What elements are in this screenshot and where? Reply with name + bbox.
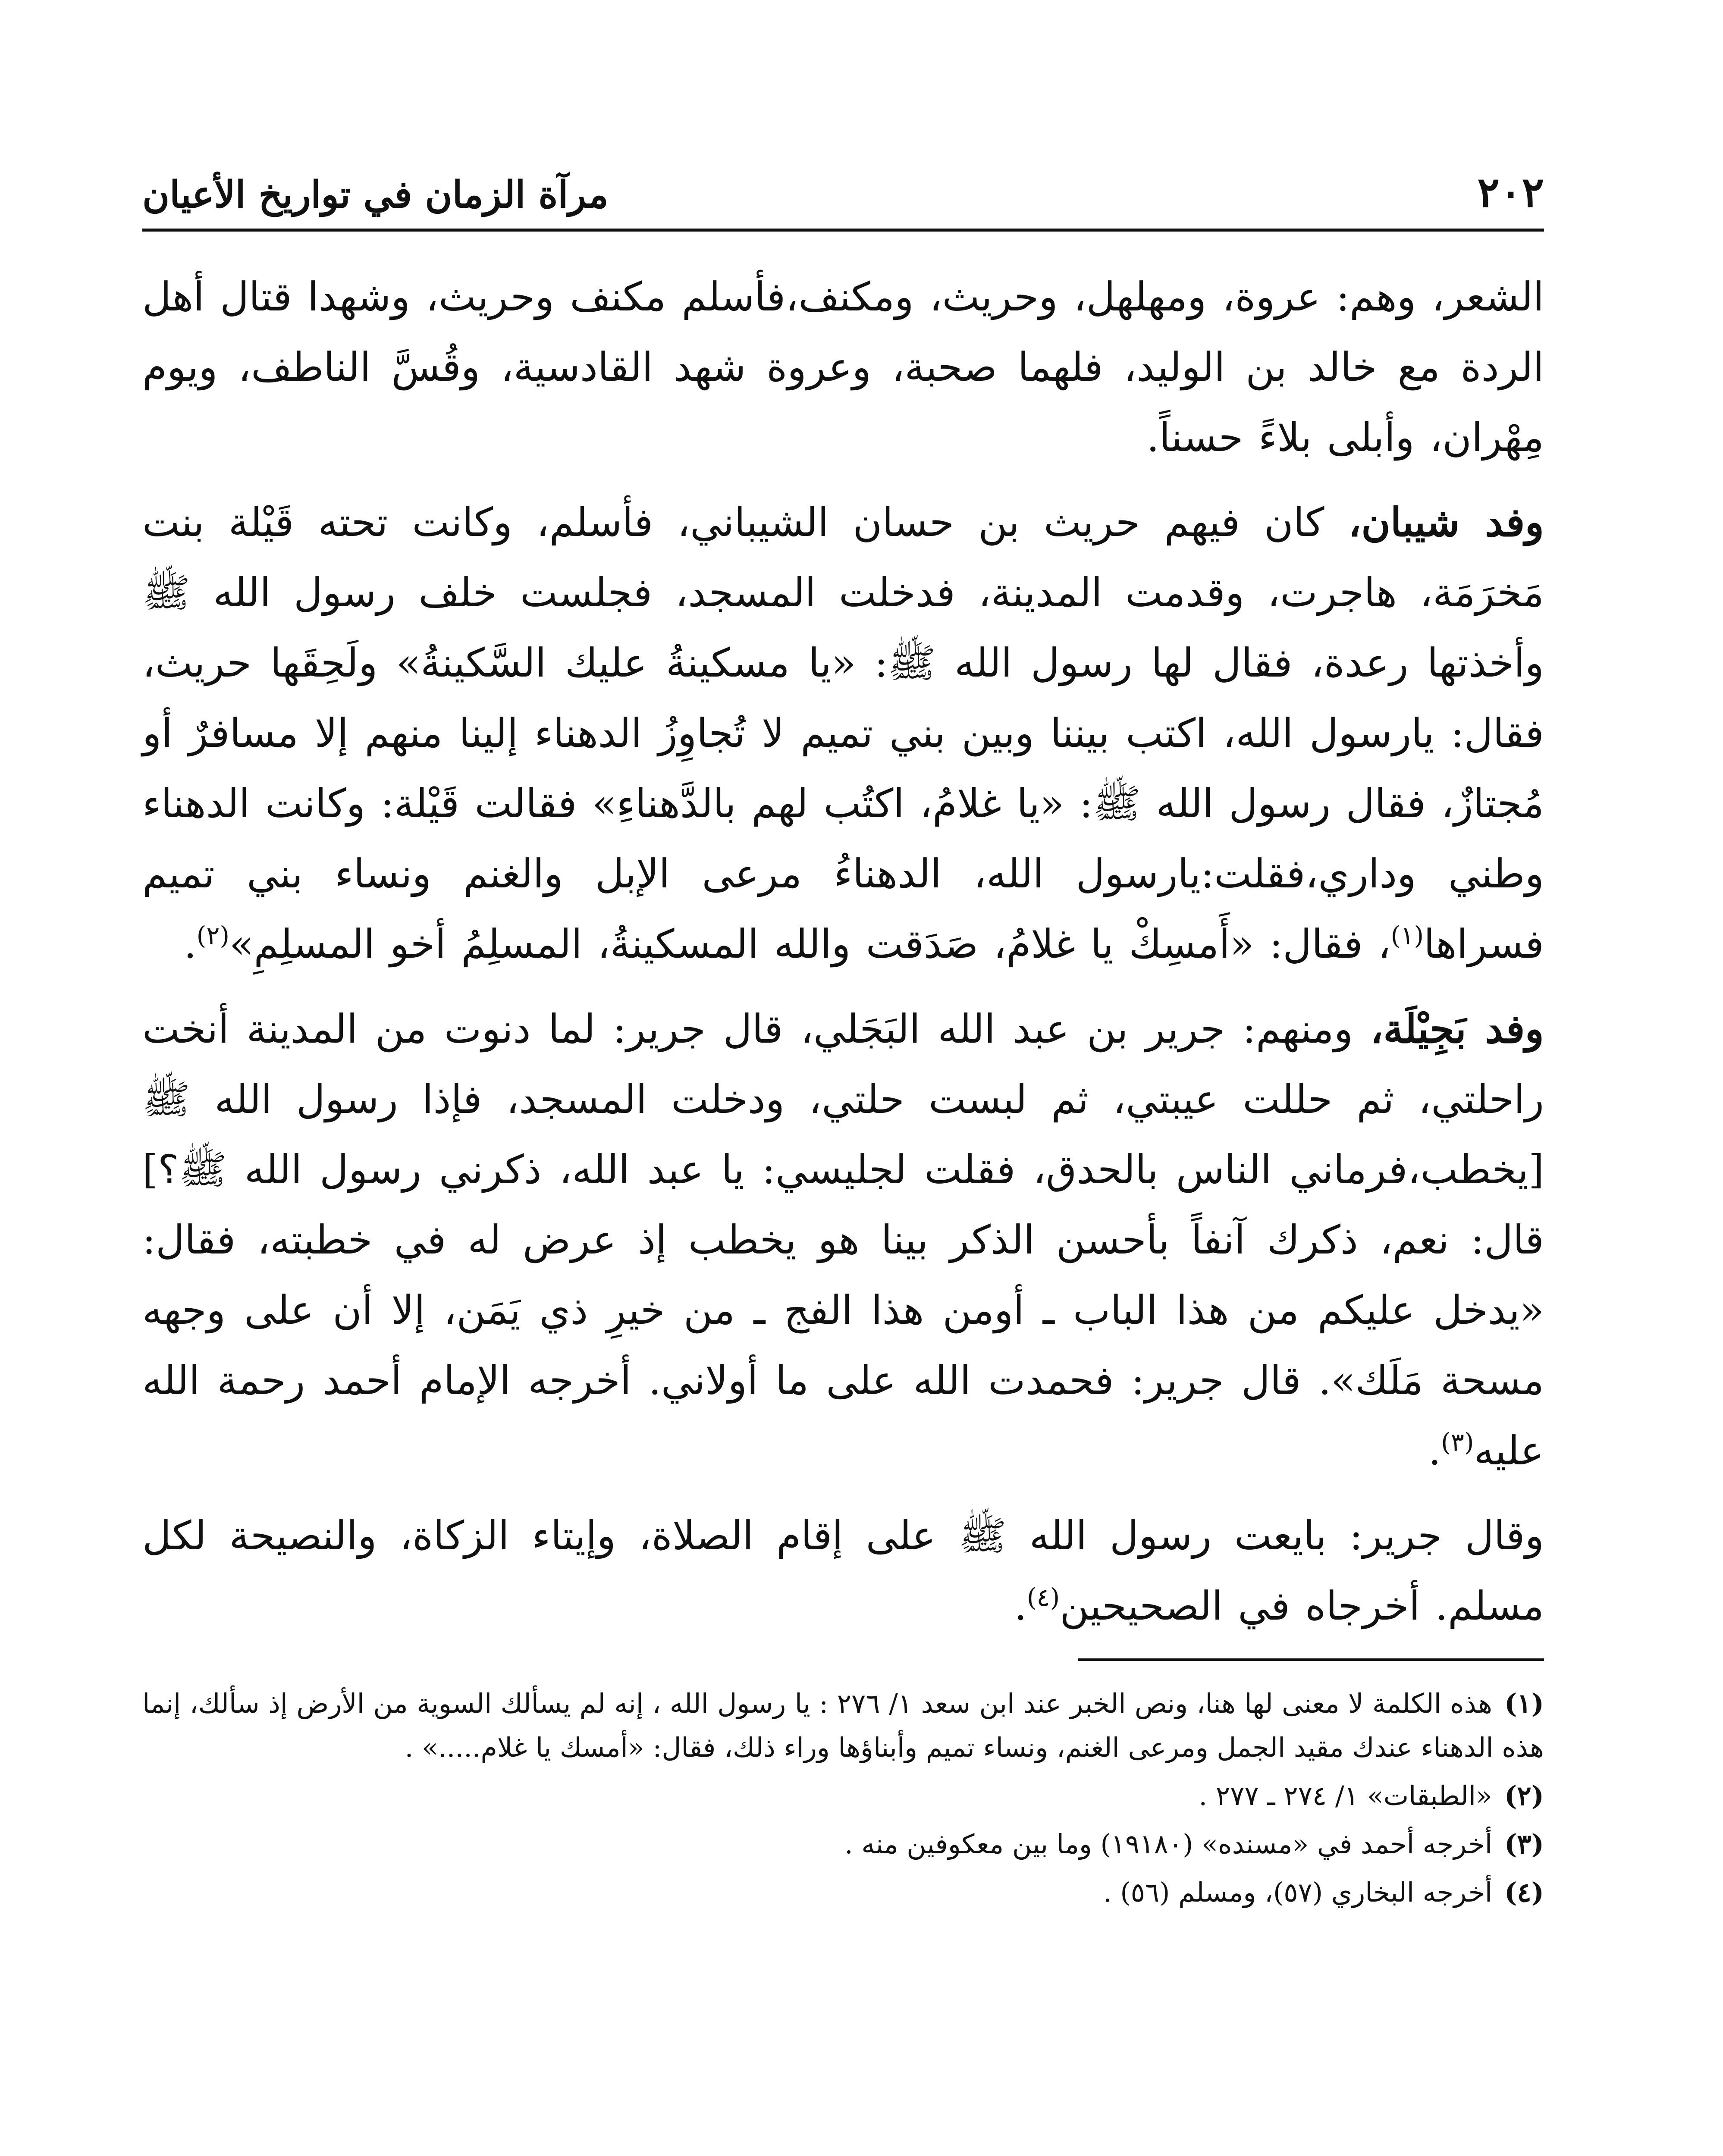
book-page — [142, 129, 1544, 2156]
paragraph-text: الشعر، وهم: عروة، ومهلهل، وحريث، ومكنف،فأسلم مكنف وحريث، وشهدا قتال أهل الردة مع خالد بن الوليد، فلهما صحبة، وعروة شهد القادسية، وقُسَّ الناطف، ويوم مِهْران، وأبلى بلاءً حسناً. — [142, 274, 1544, 461]
footnote-ref: (٣) — [1441, 1427, 1474, 1457]
paragraph-text: كان فيهم حريث بن حسان الشيباني، فأسلم، وكانت تحته قَيْلة بنت مَخرَمَة، هاجرت، وقدمت المدينة، فدخلت المسجد، فجلست خلف رسول الله ﷺ وأخذتها رعدة، فقال لها رسول الله ﷺ: «يا مسكينةُ عليك السَّكينةُ» ولَحِقَها حريث، فقال: يارسول الله، اكتب بيننا وبين بني تميم لا تُجاوِزُ الدهناء إلينا منهم إلا مسافرٌ أو مُجتازٌ، فقال رسول الله ﷺ: «يا غلامُ، اكتُب لهم بالدَّهناءِ» فقالت قَيْلة: وكانت الدهناء وطني وداري،فقلت:يارسول الله، الدهناءُ مرعى الإبل والغنم ونساء بني تميم فسراها — [142, 499, 1544, 967]
paragraph-text: وقال جرير: بايعت رسول الله ﷺ على إقام الصلاة، وإيتاء الزكاة، والنصيحة لكل مسلم. أخرجاه في الصحيحين — [142, 1513, 1544, 1629]
footnote-item — [142, 1871, 1544, 1915]
footnote-number: (٤) — [1504, 1877, 1544, 1908]
footnote-text: أخرجه البخاري (٥٧)، ومسلم (٥٦) . — [1103, 1877, 1492, 1908]
running-header — [142, 129, 1544, 232]
paragraph-text: . — [184, 921, 197, 967]
footnote-ref: (٤) — [1026, 1583, 1060, 1612]
paragraph-1 — [142, 262, 1544, 473]
footnote-number: (٢) — [1504, 1780, 1544, 1811]
section-lead: وفد شيبان، — [1348, 499, 1544, 545]
paragraph-text: ، فقال: «أَمسِكْ يا غلامُ، صَدَقت والله المسكينةُ، المسلِمُ أخو المسلِمِ» — [229, 921, 1391, 967]
paragraph-text: ومنهم: جرير بن عبد الله البَجَلي، قال جرير: لما دنوت من المدينة أنخت راحلتي، ثم حللت عيبتي، ثم لبست حلتي، ودخلت المسجد، فإذا رسول الله ﷺ [يخطب،فرماني الناس بالحدق، فقلت لجليسي: يا عبد الله، ذكرني رسول الله ﷺ؟] قال: نعم، ذكرك آنفاً بأحسن الذكر بينا هو يخطب إذ عرض له في خطبته، فقال: «يدخل عليكم من هذا الباب ـ أومن هذا الفج ـ من خيرِ ذي يَمَن، إلا أن على وجهه مسحة مَلَك». قال جرير: فحمدت الله على ما أولاني. أخرجه الإمام أحمد رحمة الله عليه — [142, 1006, 1544, 1474]
footnote-number: (٣) — [1504, 1828, 1544, 1860]
footnote-item — [142, 1774, 1544, 1818]
footnote-ref: (٢) — [196, 921, 230, 950]
paragraph-text: . — [1428, 1428, 1441, 1474]
footnote-divider — [1078, 1658, 1544, 1661]
page-number: ٢٠٢ — [1477, 168, 1544, 216]
footnote-item — [142, 1822, 1544, 1866]
footnote-text: «الطبقات» ١/ ٢٧٤ ـ ٢٧٧ . — [1199, 1780, 1492, 1811]
paragraph-2 — [142, 487, 1544, 979]
footnotes — [142, 1682, 1544, 1915]
paragraph-3 — [142, 994, 1544, 1486]
footnote-number: (١) — [1504, 1688, 1544, 1719]
book-title: مرآة الزمان في تواريخ الأعيان — [142, 173, 609, 216]
paragraph-text: . — [1014, 1583, 1027, 1629]
paragraph-4 — [142, 1501, 1544, 1641]
footnote-text: أخرجه أحمد في «مسنده» (١٩١٨٠) وما بين معكوفين منه . — [844, 1828, 1492, 1860]
main-text — [142, 262, 1544, 1641]
footnote-item — [142, 1682, 1544, 1770]
footnote-text: هذه الكلمة لا معنى لها هنا، ونص الخبر عند ابن سعد ١/ ٢٧٦ : يا رسول الله ، إنه لم يسألك السوية من الأرض إذ سألك، إنما هذه الدهناء عندك مقيد الجمل ومرعى الغنم، ونساء تميم وأبناؤها وراء ذلك، فقال: «أمسك يا غلام.....» . — [142, 1688, 1544, 1763]
footnote-ref: (١) — [1390, 921, 1424, 950]
section-lead: وفد بَجِيْلَة، — [1370, 1006, 1544, 1052]
